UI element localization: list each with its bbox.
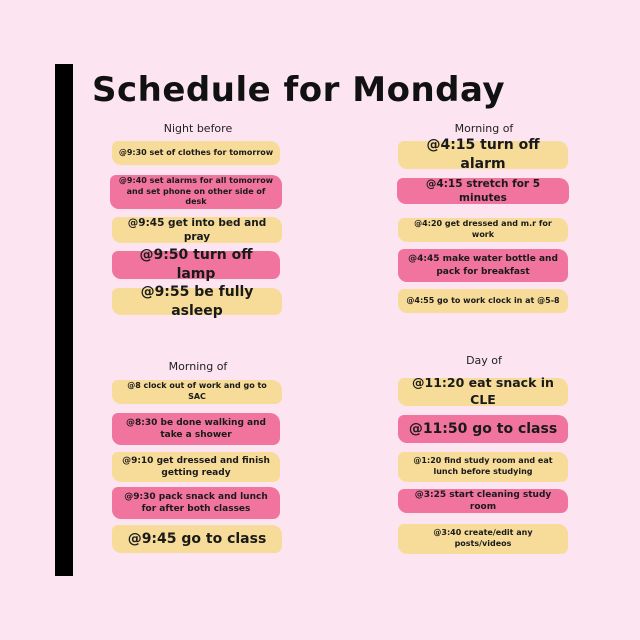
list-item: @9:30 set of clothes for tomorrow [112,141,280,165]
list-item: @3:40 create/edit any posts/videos [398,524,568,554]
list-item: @9:55 be fully asleep [112,288,282,315]
list-item: @9:45 go to class [112,525,282,553]
section-heading-morning-of: Morning of [454,122,514,135]
vertical-accent-bar [55,64,73,576]
section-heading-morning-of-2: Morning of [168,360,228,373]
list-item: @11:50 go to class [398,415,568,443]
section-heading-night-before: Night before [163,122,233,135]
list-item: @9:50 turn off lamp [112,251,280,279]
list-item: @9:45 get into bed and pray [112,217,282,243]
list-item: @3:25 start cleaning study room [398,489,568,513]
list-item: @1:20 find study room and eat lunch before studying [398,452,568,482]
page-title: Schedule for Monday [92,70,506,110]
list-item: @4:15 turn off alarm [398,141,568,169]
list-item: @8 clock out of work and go to SAC [112,380,282,404]
list-item: @8:30 be done walking and take a shower [112,413,280,445]
list-item: @4:45 make water bottle and pack for breakfast [398,249,568,282]
list-item: @11:20 eat snack in CLE [398,378,568,406]
list-item: @9:30 pack snack and lunch for after both classes [112,487,280,519]
list-item: @9:40 set alarms for all tomorrow and set phone on other side of desk [110,175,282,209]
section-heading-day-of: Day of [466,354,502,367]
list-item: @4:20 get dressed and m.r for work [398,218,568,242]
list-item: @4:55 go to work clock in at @5-8 [398,289,568,313]
list-item: @4:15 stretch for 5 minutes [397,178,569,204]
list-item: @9:10 get dressed and finish getting ready [112,452,280,482]
